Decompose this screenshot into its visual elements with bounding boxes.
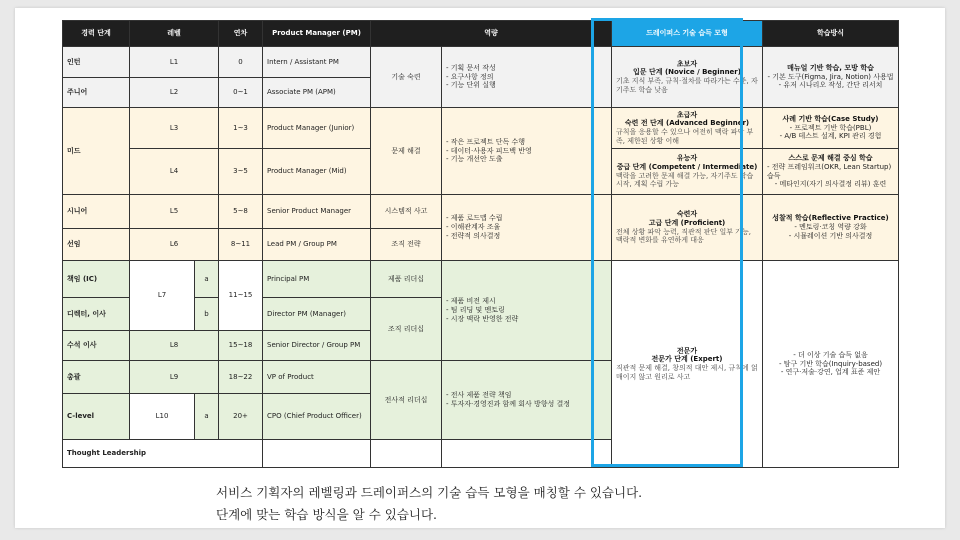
stage-vp: 총괄 [63,361,130,394]
list-item: - 기능 단위 실행 [446,81,496,90]
dreyfus-novice-stage: 입문 단계 (Novice / Beginner) [633,68,741,77]
pm-l9: VP of Product [263,361,371,394]
list-item: - 투자자·경영진과 함께 회사 방향성 결정 [446,400,571,408]
dreyfus-competent-name: 유능자 [676,154,698,162]
stage-lead: 선임 [63,229,130,261]
sublevel-b: b [195,298,219,331]
pm-l2: Associate PM (APM) [263,78,371,108]
dreyfus-competent-desc: 맥락을 고려한 문제 해결 가능, 자기주도 학습 시작, 계획 수립 가능 [616,171,754,189]
dreyfus-proficient-stage: 고급 단계 (Proficient) [648,218,726,227]
dreyfus-novice-name: 초보자 [676,59,698,68]
stage-senior: 시니어 [63,195,130,229]
sublevel-a: a [195,394,219,440]
list-item: - 제품 비전 제시 [446,297,496,306]
list-item: - 이해관계자 조율 [446,223,501,232]
list-item: - 작은 프로젝트 단독 수행 [446,137,526,146]
list-item: - 제품 로드맵 수립 [446,214,503,223]
stage-intern: 인턴 [63,47,130,78]
competency-problem: 문제 해결 [371,108,442,195]
competency-list-empty [442,440,612,468]
learning-1 [763,47,899,108]
leveling-table [62,20,899,468]
dreyfus-expert-desc: 직관적 문제 해결, 창의적 대안 제시, 규칙에 얽매이지 않고 원리로 사고 [616,364,758,381]
dreyfus-competent [612,149,763,195]
pm-l3: Product Manager (Junior) [263,108,371,149]
learning-4 [763,195,899,261]
level-l5: L5 [130,195,219,229]
level-l6: L6 [130,229,219,261]
years-l4: 3~5 [219,149,263,195]
dreyfus-proficient-desc: 전체 상황 파악 능력, 직관적 판단 일부 가능, 맥락적 변화를 유연하게 대응 [616,227,751,245]
learning-5 [763,261,899,468]
sublevel-a: a [195,261,219,298]
list-item: - 시뮬레이션 기반 의사결정 [788,231,873,240]
caption-line-2: 단계에 맞는 학습 방식을 알 수 있습니다. [216,507,438,522]
pm-l1: Intern / Assistant PM [263,47,371,78]
header-learning: 학습방식 [763,21,899,47]
level-l1: L1 [130,47,219,78]
header-pm: Product Manager (PM) [263,21,371,47]
stage-senior-director: 수석 이사 [63,331,130,361]
level-l7: L7 [130,261,195,331]
level-l10: L10 [130,394,195,440]
competency-skill: 기술 숙련 [371,47,442,108]
level-l4: L4 [130,149,219,195]
list-item: - 멘토링·코칭 역량 강화 [794,223,867,232]
dreyfus-advanced-name: 초급자 [676,110,698,119]
competency-systems: 시스템적 사고 [371,195,442,229]
list-item: - 데이터·사용자 피드백 반영 [446,146,532,155]
header-level: 레벨 [130,21,219,47]
caption [216,482,642,526]
stage-principal: 책임 (IC) [63,261,130,298]
header-competency: 역량 [371,21,612,47]
competency-product-leadership: 제품 리더십 [371,261,442,298]
pm-l5: Senior Product Manager [263,195,371,229]
learning-1-title: 매뉴얼 기반 학습, 모방 학습 [787,63,874,72]
learning-2 [763,108,899,149]
competency-empty [371,440,442,468]
caption-line-1: 서비스 기획자의 레벨링과 드레이퍼스의 기술 습득 모형을 매칭할 수 있습니다. [216,485,643,500]
competency-leadership-list [442,261,612,361]
list-item: - 더 이상 기술 습득 없음 [793,350,868,359]
years-l2: 0~1 [219,78,263,108]
level-l8: L8 [130,331,219,361]
years-l3: 1~3 [219,108,263,149]
list-item: - 팀 리딩 및 멘토링 [446,306,505,315]
years-l7: 11~15 [219,261,263,331]
list-item: - A/B 테스트 설계, KPI 관리 경험 [779,132,882,141]
level-l3: L3 [130,108,219,149]
years-l9: 18~22 [219,361,263,394]
dreyfus-expert [612,261,763,468]
competency-company-list [442,361,612,440]
list-item: - 전사 제품 전략 책임 [446,391,512,400]
dreyfus-competent-stage: 중급 단계 (Competent / Intermediate) [616,162,758,171]
dreyfus-advanced-stage: 숙련 전 단계 (Advanced Beginner) [624,119,750,128]
pm-empty [263,440,371,468]
stage-thought-leadership: Thought Leadership [63,440,263,468]
stage-c-level: C-level [63,394,130,440]
dreyfus-novice-desc: 기초 지식 부족, 규칙·절차를 따라가는 수준, 자기주도 학습 낮음 [616,77,758,94]
competency-org-leadership: 조직 리더십 [371,298,442,361]
competency-skill-list [442,47,612,108]
list-item: - 메타인지(자기 의사결정 리뷰) 훈련 [774,180,887,189]
years-l6: 8~11 [219,229,263,261]
pm-l7b: Director PM (Manager) [263,298,371,331]
competency-problem-list [442,108,612,195]
pm-l7a: Principal PM [263,261,371,298]
list-item: - 탐구 기반 학습(Inquiry-based) [778,359,883,368]
competency-company-leadership: 전사적 리더십 [371,361,442,440]
list-item: - 기능 개선안 도출 [446,155,503,164]
dreyfus-novice [612,47,763,108]
pm-l6: Lead PM / Group PM [263,229,371,261]
learning-3-title: 스스로 문제 해결 중심 학습 [788,154,873,162]
years-l10: 20+ [219,394,263,440]
stage-junior: 주니어 [63,78,130,108]
stage-director: 디렉터, 이사 [63,298,130,331]
years-l8: 15~18 [219,331,263,361]
list-item: - 연구·저술·강연, 업계 표준 제안 [780,368,881,377]
list-item: - 프로젝트 기반 학습(PBL) [789,123,872,132]
list-item: - 요구사항 정의 [446,72,494,81]
pm-l4: Product Manager (Mid) [263,149,371,195]
dreyfus-expert-name: 전문가 [676,346,698,355]
list-item: - 전략 프레임워크(OKR, Lean Startup) 습득 [767,162,892,180]
years-l1: 0 [219,47,263,78]
level-l2: L2 [130,78,219,108]
dreyfus-proficient-name: 숙련자 [676,210,698,218]
learning-4-title: 성찰적 학습(Reflective Practice) [772,214,889,223]
dreyfus-advanced-desc: 규칙을 응용할 수 있으나 여전히 맥락 파악 부족, 제한된 상황 이해 [616,128,754,145]
list-item: - 기획 문서 작성 [446,63,496,72]
competency-org-strategy: 조직 전략 [371,229,442,261]
competency-strategy-list [442,195,612,261]
list-item: - 기본 도구(Figma, Jira, Notion) 사용법 [767,72,894,81]
learning-3 [763,149,899,195]
list-item: - 시장 맥락 반영한 전략 [446,314,519,323]
dreyfus-proficient [612,195,763,261]
stage-mid: 미드 [63,108,130,195]
header-years: 연차 [219,21,263,47]
dreyfus-expert-stage: 전문가 단계 (Expert) [651,355,723,364]
list-item: - 전략적 의사결정 [446,231,501,240]
level-l9: L9 [130,361,219,394]
pm-l10: CPO (Chief Product Officer) [263,394,371,440]
pm-l8: Senior Director / Group PM [263,331,371,361]
learning-2-title: 사례 기반 학습(Case Study) [782,114,879,123]
dreyfus-advanced [612,108,763,149]
header-stage: 경력 단계 [63,21,130,47]
header-dreyfus: 드레이퍼스 기술 습득 모형 [612,21,763,47]
years-l5: 5~8 [219,195,263,229]
list-item: - 유저 시나리오 작성, 간단 리서치 [778,81,883,90]
